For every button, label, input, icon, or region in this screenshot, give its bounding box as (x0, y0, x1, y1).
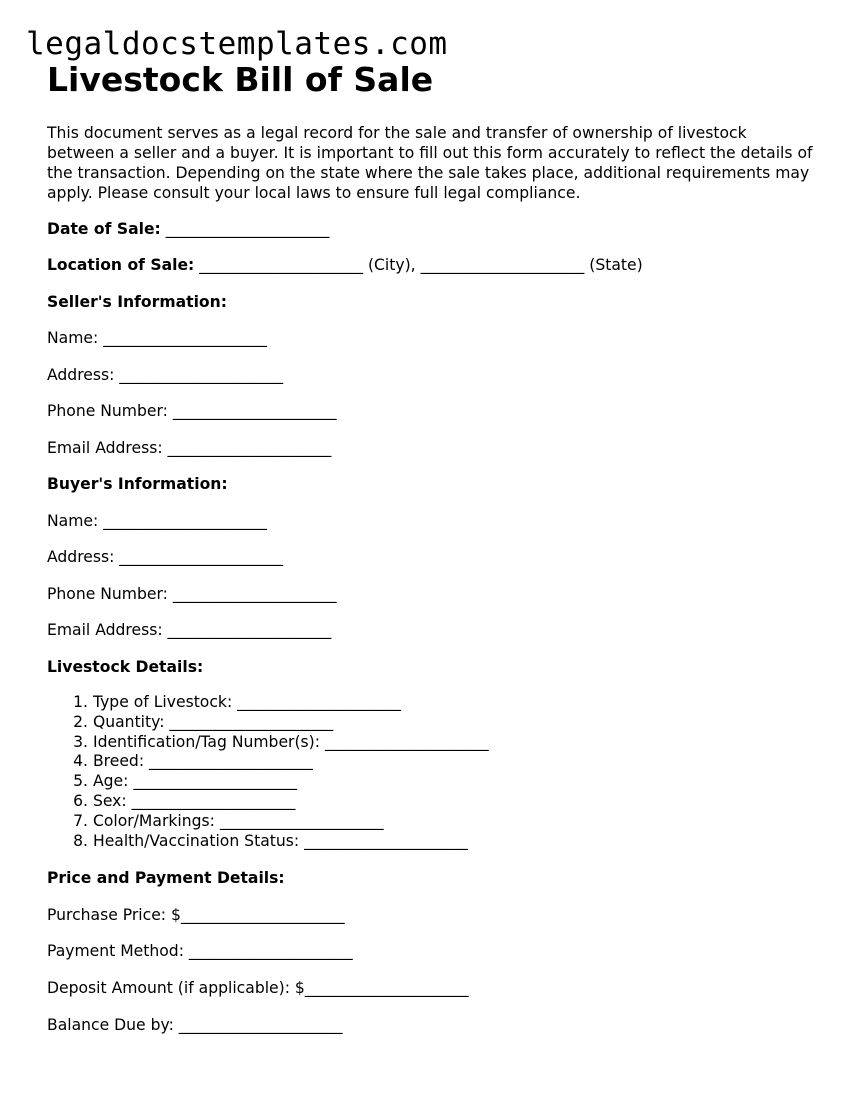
list-item-number: 5. (73, 772, 88, 791)
list-item-text: Age: _____________________ (92, 772, 298, 791)
list-item[interactable] (47, 812, 489, 832)
document-title: Livestock Bill of Sale (47, 60, 434, 99)
list-item-text: Health/Vaccination Status: _____________________ (92, 831, 468, 850)
seller-email-field[interactable]: Email Address: _____________________ (47, 439, 332, 457)
list-item-number: 4. (73, 752, 88, 771)
seller-phone-field[interactable]: Phone Number: _____________________ (47, 402, 337, 420)
list-item-text: Identification/Tag Number(s): _____________________ (92, 732, 489, 751)
date-of-sale-field[interactable]: _____________________ (160, 220, 330, 238)
list-item-number: 3. (73, 732, 88, 751)
list-item-number: 2. (73, 712, 88, 731)
list-item[interactable] (47, 832, 489, 852)
list-item-number: 1. (73, 693, 88, 711)
list-item[interactable] (47, 693, 489, 713)
list-item[interactable] (47, 733, 489, 753)
list-item-text: Breed: _____________________ (92, 752, 313, 771)
list-item-text: Sex: _____________________ (92, 791, 296, 810)
deposit-amount-field[interactable]: Deposit Amount (if applicable): $_____________________ (47, 979, 469, 997)
list-item-text: Type of Livestock: _____________________ (92, 693, 401, 711)
buyer-phone-field[interactable]: Phone Number: _____________________ (47, 585, 337, 603)
seller-name-field[interactable]: Name: _____________________ (47, 329, 267, 347)
location-of-sale-field[interactable]: _____________________ (City), _____________________ (State) (194, 256, 643, 274)
list-item[interactable] (47, 792, 489, 812)
list-item-text: Quantity: _____________________ (92, 712, 334, 731)
date-of-sale-label: Date of Sale: (47, 220, 161, 238)
buyer-email-field[interactable]: Email Address: _____________________ (47, 621, 332, 639)
buyer-address-field[interactable]: Address: _____________________ (47, 548, 284, 566)
list-item-number: 7. (73, 811, 88, 830)
payment-heading: Price and Payment Details: (47, 869, 285, 887)
intro-paragraph: This document serves as a legal record for the sale and transfer of ownership of livestock between a seller and a buyer. It is important to fill out this form accurately to reflect the details of the transaction. Depending on the state where the sale takes place, additional requirements may apply. Please consult your local laws to ensure full legal compliance. (47, 124, 813, 202)
list-item[interactable] (47, 752, 489, 772)
seller-address-field[interactable]: Address: _____________________ (47, 366, 284, 384)
balance-due-field[interactable]: Balance Due by: _____________________ (47, 1016, 343, 1034)
list-item-number: 8. (73, 831, 88, 850)
purchase-price-field[interactable]: Purchase Price: $_____________________ (47, 906, 345, 924)
seller-heading: Seller's Information: (47, 293, 227, 311)
list-item-number: 6. (73, 791, 88, 810)
location-of-sale-line (47, 255, 643, 275)
list-item[interactable] (47, 772, 489, 792)
payment-method-field[interactable]: Payment Method: _____________________ (47, 942, 353, 960)
buyer-name-field[interactable]: Name: _____________________ (47, 512, 267, 530)
list-item-text: Color/Markings: _____________________ (92, 811, 384, 830)
list-item[interactable] (47, 713, 489, 733)
date-of-sale-line (47, 219, 329, 239)
livestock-heading: Livestock Details: (47, 658, 204, 676)
buyer-heading: Buyer's Information: (47, 475, 228, 493)
location-of-sale-label: Location of Sale: (47, 256, 195, 274)
site-watermark: legaldocstemplates.com (26, 26, 448, 62)
livestock-details-list (47, 693, 489, 851)
